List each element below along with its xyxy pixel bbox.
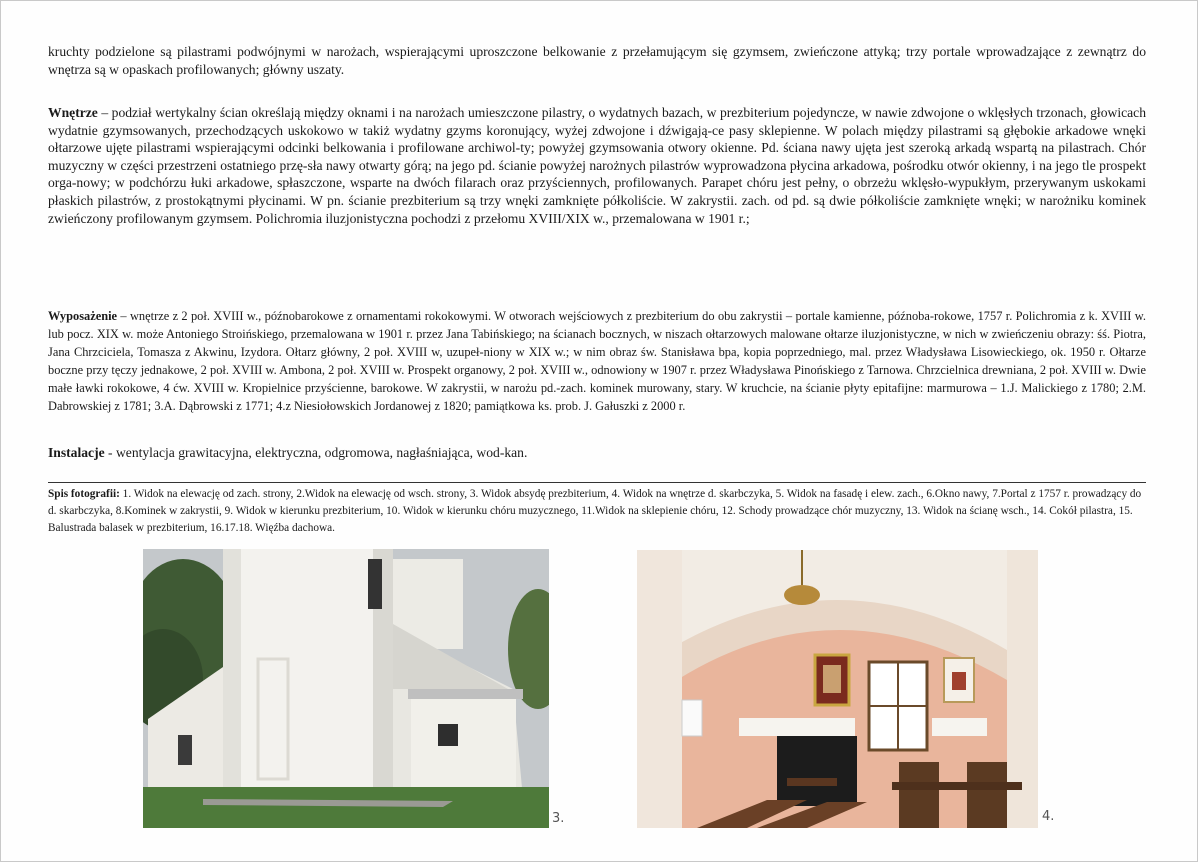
photo-treasury-interior-image [637, 550, 1038, 828]
furnishing-text: – wnętrze z 2 poł. XVIII w., późnobarokowe z ornamentami rokokowymi. W otworach wejściowych z prezbiterium do obu zakrystii – portale kamienne, późnoba-rokowe, 1757 r. Polichromia z k. XVIII w. lub pocz. XIX w. może Antoniego Stroińskiego, przemalowana w 1901 r. przez Jana Tabińskiego; na ścianach bocznych, w niszach ołtarzowych malowane ołtarze iluzjonistyczne, w nich w zwieńczeniu obrazy: śś. Piotra, Jana Chrzciciela, Tomasza z Akwinu, Izydora. Ołtarz główny, 2 poł. XVIII w, uzupeł-niony w XIX w.; w nim obraz św. Stanisława bpa, kopia poprzedniego, mal. przez Władysława Lisowieckiego, ok. 1950 r. Ołtarze boczne przy tęczy jednakowe, 2 poł. XVIII w. Ambona, 2 poł. XVIII w. Prospekt organowy, 2 poł. XVIII w., odnowiony w 1907 r. przez Władysława Pinońskiego z Tarnowa. Chrzcielnica drewniana, 2 poł. XVIII w. Dwie małe ławki rokokowe, 4 ćw. XVIII w. Kropielnice przyścienne, barokowe. W zakrystii, w narożu pd.-zach. kominek murowany, stary. W kruchcie, na ścianie płyty epitafijne: marmurowa – 1.J. Malickiego z 1780; 2.M. Dabrowskiej z 1781; 3.A. Dąbrowski z 1771; 4.z Niesiołowskich Jordanowej z 1820; pamiątkowa ks. prob. J. Gałuszki z 2000 r. [48, 309, 1146, 413]
photo-number-4: 4. [1042, 809, 1055, 824]
paragraph-installations [48, 444, 1146, 462]
installations-text: - wentylacja grawitacyjna, elektryczna, odgromowa, nagłaśniająca, wod-kan. [104, 445, 528, 460]
interior-text: – podział wertykalny ścian określają między oknami i na narożach umieszczone pilastry, o wydatnych bazach, w prezbiterium pojedyncze, w nawie zdwojone o wklęsłych trzonach, głowicach wydatnie gzymsowanych, przechodzących uskokowo w takiż wydatny gzyms koronujący, wyżej zdwojone i dźwigają-ce pasy sklepienne. W polach między pilastrami są głębokie arkadowe wnęki ołtarzowe ujęte pilastrami wspierającymi odcinki belkowania i profilowane archiwol-ty; powyżej gzymsowania otwory okienne. Pd. ściana nawy ujęta jest szeroką arkadą wspartą na pilastrach. Chór muzyczny w części przestrzeni ostatniego przę-sła nawy otwarty górą; na jego pd. ścianie powyżej narożnych pilastrów wyprowadzona płycina arkadowa, pośrodku otwór okienny, i na jego tle prospekt orga-nowy; w podchórzu łuki arkadowe, spłaszczone, wsparte na dwóch filarach oraz przyściennych, profilowanych. Parapet chóru jest pełny, o obrzeżu wklęsło-wypukłym, przerywanym uskokami płaskich pilastrów, z prostokątnymi płycinami. W pn. ścianie prezbiterium są trzy wnęki zamknięte półkoliście. W zakrystii. zach. od pd. są dwie półkoliście zamknięte wnęki; w narożniku kominek zwieńczony profilowanym gzymsem. Polichromia iluzjonistyczna pochodzi z przełomu XVIII/XIX w., przemalowana w 1901 r.; [48, 105, 1146, 226]
interior-heading: Wnętrze [48, 105, 98, 120]
photo-number-3: 3. [552, 811, 565, 826]
paragraph-interior [48, 104, 1146, 227]
photo-list-text: 1. Widok na elewację od zach. strony, 2.Widok na elewację od wsch. strony, 3. Widok absydę prezbiterium, 4. Widok na wnętrze d. skarbczyka, 5. Widok na fasadę i elew. zach., 6.Okno nawy, 7.Portal z 1757 r. prowadzący do d. skarbczyka, 8.Kominek w zakrystii, 9. Widok w kierunku prezbiterium, 10. Widok w kierunku chóru muzycznego, 11.Widok na sklepienie chóru, 12. Schody prowadzące chór muzyczny, 13. Widok na ścianę wsch., 14. Cokół pilastra, 15. Balustrada balasek w prezbiterium, 16.17.18. Więźba dachowa. [48, 488, 1142, 534]
photo-treasury-interior [637, 550, 1038, 828]
photo-apse-exterior [143, 549, 549, 828]
photo-apse-exterior-image [143, 549, 549, 828]
divider-line [48, 482, 1146, 483]
paragraph-porch: kruchty podzielone są pilastrami podwójnymi w narożach, wspierającymi uproszczone belkowanie z przełamującym się gzymsem, zwieńczone attyką; trzy portale wprowadzające z zewnątrz do wnętrza są w opaskach profilowanych; główny uszaty. [48, 44, 1146, 77]
paragraph-furnishing [48, 308, 1146, 415]
installations-heading: Instalacje [48, 445, 105, 460]
furnishing-heading: Wyposażenie [48, 309, 118, 323]
photo-list [48, 486, 1146, 537]
photo-list-heading: Spis fotografii: [48, 488, 120, 500]
